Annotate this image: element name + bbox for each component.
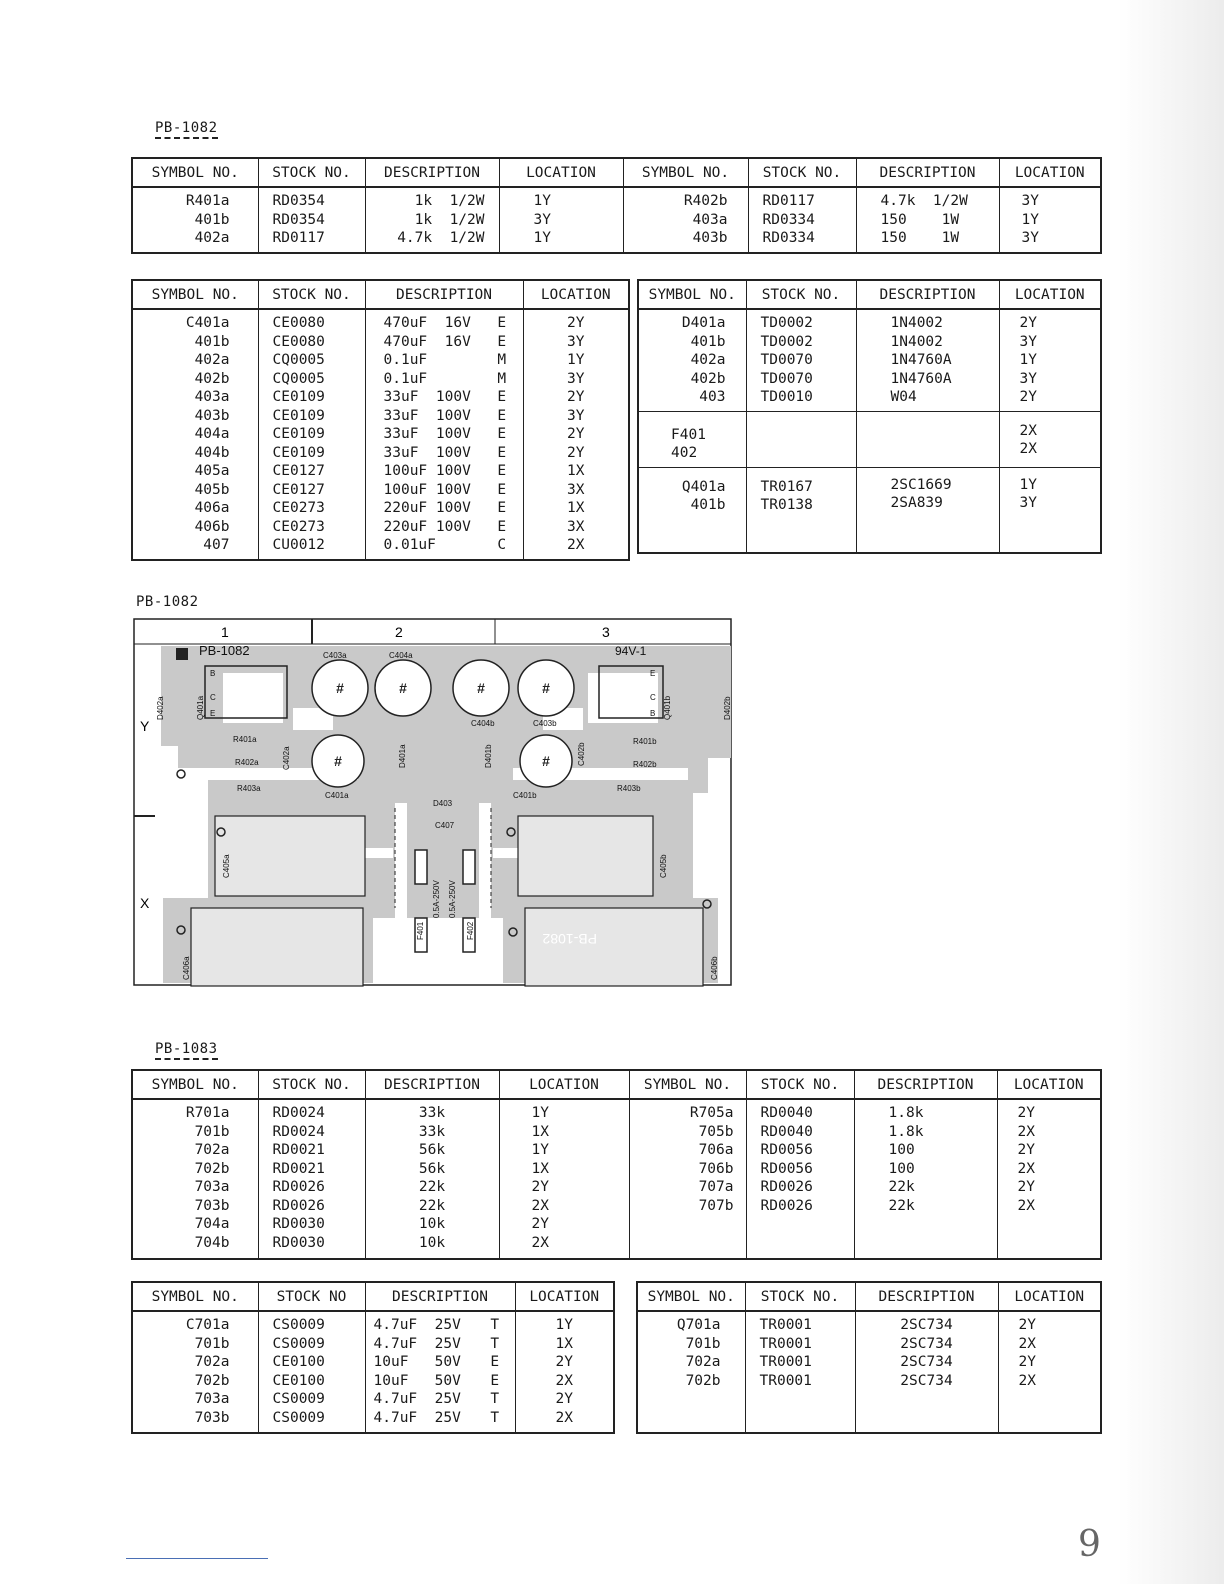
description-cell: 1N4002 1N4002 1N4760A 1N4760A W04 bbox=[856, 309, 999, 411]
section-label-pb1082: PB-1082 bbox=[155, 120, 218, 136]
location-cell: 2X 2X bbox=[999, 411, 1101, 467]
polarity-mark: # bbox=[542, 680, 550, 696]
label-r402b: R402b bbox=[633, 760, 657, 769]
label-q401b: Q401b bbox=[663, 695, 672, 720]
location-cell: 1Y 3Y bbox=[999, 467, 1101, 553]
stock-cell: RD0117 RD0334 RD0334 bbox=[748, 187, 856, 253]
grid-column-2: 2 bbox=[395, 624, 403, 640]
polarity-mark: # bbox=[334, 753, 342, 769]
label-r401b: R401b bbox=[633, 737, 657, 746]
symbol-cell: R401a 401b 402a bbox=[132, 187, 258, 253]
table-row bbox=[637, 1311, 1101, 1433]
location-cell: 2Y 2X 2Y 2X 2Y 2X bbox=[997, 1099, 1101, 1259]
board-logo-icon bbox=[176, 648, 188, 660]
description-cell: 2SC1669 2SA839 bbox=[856, 467, 999, 553]
polarity-mark: # bbox=[399, 680, 407, 696]
description-type-cell: T T E E T T bbox=[475, 1311, 515, 1433]
location-cell: 2Y 3Y 1Y 3Y 2Y 3Y 2Y 2Y 1X 3X 1X 3X 2X bbox=[523, 309, 629, 560]
label-fuse-rating-2: 0.5A-250V bbox=[448, 880, 457, 918]
header-location: LOCATION bbox=[997, 1070, 1101, 1099]
table-row bbox=[132, 309, 629, 560]
description-cell bbox=[856, 411, 999, 467]
header-symbol: SYMBOL NO. bbox=[629, 1070, 746, 1099]
stock-cell: RD0024 RD0024 RD0021 RD0021 RD0026 RD0026 RD0030 RD0030 bbox=[258, 1099, 365, 1259]
table-row bbox=[132, 1099, 1101, 1259]
stock-cell: RD0354 RD0354 RD0117 bbox=[258, 187, 365, 253]
table-row bbox=[638, 467, 1101, 553]
label-c402b: C402b bbox=[577, 742, 586, 766]
header-location: LOCATION bbox=[999, 158, 1101, 187]
label-c402a: C402a bbox=[282, 746, 291, 770]
grid-row-y: Y bbox=[140, 718, 150, 734]
table-row bbox=[638, 411, 1101, 467]
header-symbol: SYMBOL NO. bbox=[637, 1282, 745, 1311]
label-r401a: R401a bbox=[233, 735, 257, 744]
symbol-cell: R701a 701b 702a 702b 703a 703b 704a 704b bbox=[132, 1099, 258, 1259]
capacitor-c405a bbox=[215, 816, 365, 896]
stock-cell: CS0009 CS0009 CE0100 CE0100 CS0009 CS0009 bbox=[258, 1311, 365, 1433]
stock-cell bbox=[746, 411, 856, 467]
header-stock: STOCK NO bbox=[258, 1282, 365, 1311]
header-symbol: SYMBOL NO. bbox=[132, 280, 258, 309]
polarity-mark: # bbox=[477, 680, 485, 696]
label-d401b: D401b bbox=[484, 744, 493, 768]
label-q401a-b: B bbox=[210, 669, 216, 678]
capacitor-c405b bbox=[518, 816, 653, 896]
stock-cell: TR0001 TR0001 TR0001 TR0001 bbox=[745, 1311, 855, 1433]
header-location: LOCATION bbox=[515, 1282, 614, 1311]
header-stock: STOCK NO. bbox=[258, 1070, 365, 1099]
stock-cell: TR0167 TR0138 bbox=[746, 467, 856, 553]
label-fuse-rating-1: 0.5A-250V bbox=[432, 880, 441, 918]
header-symbol: SYMBOL NO. bbox=[132, 1282, 258, 1311]
polarity-mark: # bbox=[336, 680, 344, 696]
label-c403b: C403b bbox=[533, 719, 557, 728]
label-q401a-e: E bbox=[210, 709, 216, 718]
symbol-cell: R705a 705b 706a 706b 707a 707b bbox=[629, 1099, 746, 1259]
label-f402: F402 bbox=[466, 921, 475, 940]
description-cell: 2SC734 2SC734 2SC734 2SC734 bbox=[855, 1311, 998, 1433]
table-row bbox=[132, 1311, 614, 1433]
resistor-table-pb1082 bbox=[131, 157, 1102, 254]
section-label-pb1083: PB-1083 bbox=[155, 1041, 218, 1057]
label-c406a: C406a bbox=[182, 956, 191, 980]
section-label-pcb: PB-1082 bbox=[136, 594, 199, 610]
label-q401a-c: C bbox=[210, 693, 216, 702]
resistor-table-pb1083 bbox=[131, 1069, 1102, 1260]
header-location: LOCATION bbox=[499, 158, 623, 187]
description-value-cell: 470uF 16V 470uF 16V 0.1uF 0.1uF 33uF 100V 33uF 100V 33uF 100V 33uF 100V 100uF 100V 100uF 100V 220uF 100V 220uF 100V 0.01uF bbox=[365, 309, 481, 560]
grid-column-3: 3 bbox=[602, 624, 610, 640]
capacitor-table-pb1082 bbox=[131, 279, 630, 561]
label-f401: F401 bbox=[416, 921, 425, 940]
label-c404b: C404b bbox=[471, 719, 495, 728]
polarity-mark: # bbox=[542, 753, 550, 769]
label-c403a: C403a bbox=[323, 651, 347, 660]
stock-cell: RD0040 RD0040 RD0056 RD0056 RD0026 RD0026 bbox=[746, 1099, 854, 1259]
capacitor-c406a bbox=[191, 908, 363, 986]
mirror-board-name: PB-1082 bbox=[542, 931, 597, 947]
description-cell: 33k 33k 56k 56k 22k 22k 10k 10k bbox=[365, 1099, 499, 1259]
header-description: DESCRIPTION bbox=[855, 1282, 998, 1311]
header-stock: STOCK NO. bbox=[258, 280, 365, 309]
mounting-hole-icon bbox=[177, 770, 185, 778]
label-r403b: R403b bbox=[617, 784, 641, 793]
symbol-cell: F401 402 bbox=[638, 411, 746, 467]
header-symbol: SYMBOL NO. bbox=[132, 1070, 258, 1099]
description-type-cell: E E M M E E E E E E E E C bbox=[481, 309, 523, 560]
header-location: LOCATION bbox=[998, 1282, 1101, 1311]
label-r402a: R402a bbox=[235, 758, 259, 767]
header-symbol: SYMBOL NO. bbox=[623, 158, 748, 187]
header-description: DESCRIPTION bbox=[365, 1070, 499, 1099]
label-c401b: C401b bbox=[513, 791, 537, 800]
location-cell: 2Y 3Y 1Y 3Y 2Y bbox=[999, 309, 1101, 411]
label-c406b: C406b bbox=[710, 956, 719, 980]
fuse-holder bbox=[463, 850, 475, 884]
header-stock: STOCK NO. bbox=[748, 158, 856, 187]
location-cell: 1Y 3Y 1Y bbox=[499, 187, 623, 253]
description-cell: 1k 1/2W 1k 1/2W 4.7k 1/2W bbox=[365, 187, 499, 253]
semiconductor-table-pb1082 bbox=[637, 279, 1102, 554]
symbol-cell: D401a 401b 402a 402b 403 bbox=[638, 309, 746, 411]
label-c405b: C405b bbox=[659, 854, 668, 878]
capacitor-table-pb1083 bbox=[131, 1281, 615, 1434]
fuse-holder bbox=[415, 850, 427, 884]
table-row bbox=[132, 187, 1101, 253]
header-stock: STOCK NO. bbox=[745, 1282, 855, 1311]
transistor-table-pb1083 bbox=[636, 1281, 1102, 1434]
header-symbol: SYMBOL NO. bbox=[132, 158, 258, 187]
header-location: LOCATION bbox=[523, 280, 629, 309]
label-d402b: D402b bbox=[723, 696, 732, 720]
header-location: LOCATION bbox=[499, 1070, 629, 1099]
symbol-cell: C401a 401b 402a 402b 403a 403b 404a 404b 405a 405b 406a 406b 407 bbox=[132, 309, 258, 560]
grid-column-1: 1 bbox=[221, 624, 229, 640]
header-description: DESCRIPTION bbox=[365, 158, 499, 187]
header-symbol: SYMBOL NO. bbox=[638, 280, 746, 309]
label-c401a: C401a bbox=[325, 791, 349, 800]
pcb-layout-diagram bbox=[133, 618, 733, 988]
location-cell: 1Y 1X 1Y 1X 2Y 2X 2Y 2X bbox=[499, 1099, 629, 1259]
symbol-cell: Q401a 401b bbox=[638, 467, 746, 553]
label-q401b-b: B bbox=[650, 709, 656, 718]
header-stock: STOCK NO. bbox=[746, 280, 856, 309]
symbol-cell: Q701a 701b 702a 702b bbox=[637, 1311, 745, 1433]
symbol-cell: R402b 403a 403b bbox=[623, 187, 748, 253]
label-q401b-e: E bbox=[650, 669, 656, 678]
header-description: DESCRIPTION bbox=[365, 280, 523, 309]
label-c405a: C405a bbox=[222, 854, 231, 878]
description-cell: 1.8k 1.8k 100 100 22k 22k bbox=[854, 1099, 997, 1259]
label-d401a: D401a bbox=[398, 744, 407, 768]
label-r403a: R403a bbox=[237, 784, 261, 793]
symbol-cell: C701a 701b 702a 702b 703a 703b bbox=[132, 1311, 258, 1433]
grid-row-x: X bbox=[140, 895, 150, 911]
header-location: LOCATION bbox=[999, 280, 1101, 309]
page-edge-shadow bbox=[1118, 0, 1224, 1584]
header-description: DESCRIPTION bbox=[856, 280, 999, 309]
label-q401a: Q401a bbox=[196, 695, 205, 720]
description-value-cell: 4.7uF 25V 4.7uF 25V 10uF 50V 10uF 50V 4.7uF 25V 4.7uF 25V bbox=[365, 1311, 475, 1433]
label-d403: D403 bbox=[433, 799, 453, 808]
board-rating: 94V-1 bbox=[615, 644, 647, 658]
header-stock: STOCK NO. bbox=[258, 158, 365, 187]
label-c407: C407 bbox=[435, 821, 455, 830]
label-c404a: C404a bbox=[389, 651, 413, 660]
header-description: DESCRIPTION bbox=[854, 1070, 997, 1099]
label-q401b-c: C bbox=[650, 693, 656, 702]
description-cell: 4.7k 1/2W 150 1W 150 1W bbox=[856, 187, 999, 253]
stock-cell: TD0002 TD0002 TD0070 TD0070 TD0010 bbox=[746, 309, 856, 411]
header-description: DESCRIPTION bbox=[365, 1282, 515, 1311]
location-cell: 3Y 1Y 3Y bbox=[999, 187, 1101, 253]
header-stock: STOCK NO. bbox=[746, 1070, 854, 1099]
header-description: DESCRIPTION bbox=[856, 158, 999, 187]
page-number: 9 bbox=[1078, 1524, 1101, 1565]
location-cell: 2Y 2X 2Y 2X bbox=[998, 1311, 1101, 1433]
board-name: PB-1082 bbox=[199, 643, 250, 658]
table-row bbox=[638, 309, 1101, 411]
footer-rule bbox=[126, 1558, 268, 1559]
location-cell: 1Y 1X 2Y 2X 2Y 2X bbox=[515, 1311, 614, 1433]
stock-cell: CE0080 CE0080 CQ0005 CQ0005 CE0109 CE0109 CE0109 CE0109 CE0127 CE0127 CE0273 CE0273 CU0012 bbox=[258, 309, 365, 560]
label-d402a: D402a bbox=[156, 696, 165, 720]
